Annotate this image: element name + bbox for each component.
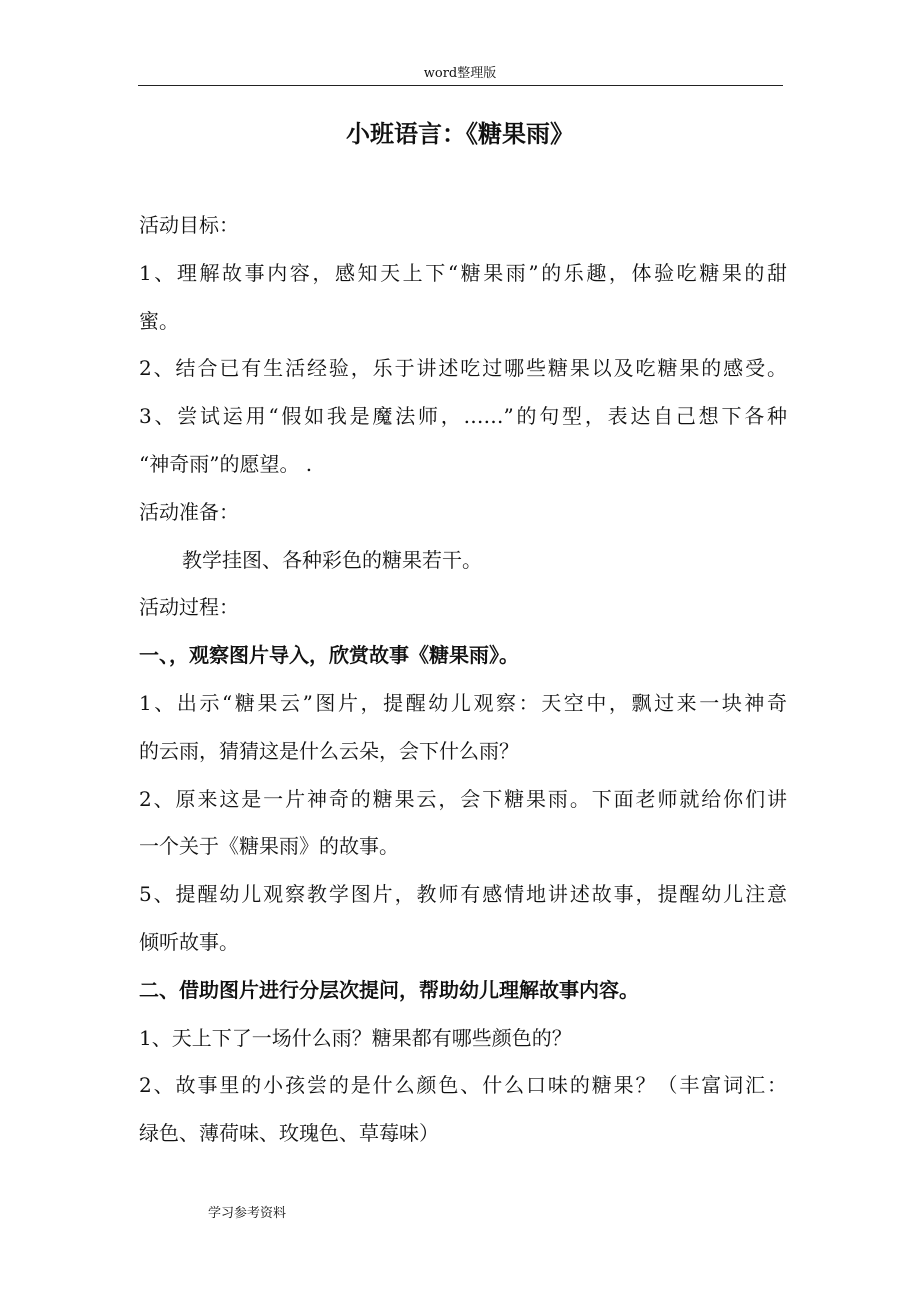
section-heading-preparation: 活动准备： [139,499,239,524]
paragraph-line: 一个关于《糖果雨》的故事。 [139,834,399,859]
document-title: 小班语言：《糖果雨》 [346,119,574,148]
paragraph-line: 的云雨，猜猜这是什么云朵，会下什么雨？ [139,738,519,763]
paragraph-line: 3、尝试运用“假如我是魔法师，……”的句型，表达自己想下各种 [139,404,787,429]
paragraph-line: 倾听故事。 [139,929,239,954]
paragraph-line: 教学挂图、各种彩色的糖果若干。 [182,547,482,572]
step-heading-two: 二、借助图片进行分层次提问，帮助幼儿理解故事内容。 [139,977,639,1002]
document-body [139,213,787,1169]
paragraph-line: 2、结合已有生活经验，乐于讲述吃过哪些糖果以及吃糖果的感受。 [139,356,787,381]
paragraph-line: 2、故事里的小孩尝的是什么颜色、什么口味的糖果？（丰富词汇： [139,1073,787,1098]
page-header: word整理版 [423,66,497,81]
step-heading-one: 一、，观察图片导入，欣赏故事《糖果雨》。 [139,643,519,668]
section-heading-process: 活动过程： [139,595,239,620]
paragraph-line: 1、理解故事内容，感知天上下“糖果雨”的乐趣，体验吃糖果的甜 [139,260,787,285]
paragraph-line: 1、天上下了一场什么雨？糖果都有哪些颜色的？ [139,1025,572,1050]
paragraph-line: 绿色、薄荷味、玫瑰色、草莓味） [139,1121,439,1146]
paragraph-line: “神奇雨”的愿望。 . [139,451,313,476]
paragraph-line: 蜜。 [139,308,179,333]
paragraph-line: 2、原来这是一片神奇的糖果云，会下糖果雨。下面老师就给你们讲 [139,786,787,811]
paragraph-line: 5、提醒幼儿观察教学图片，教师有感情地讲述故事，提醒幼儿注意 [139,882,787,907]
section-heading-goals: 活动目标： [139,213,239,237]
page-footer: 学习参考资料 [208,1206,287,1221]
header-rule [138,85,783,86]
paragraph-line: 1、出示“糖果云”图片，提醒幼儿观察：天空中，飘过来一块神奇 [139,690,787,715]
